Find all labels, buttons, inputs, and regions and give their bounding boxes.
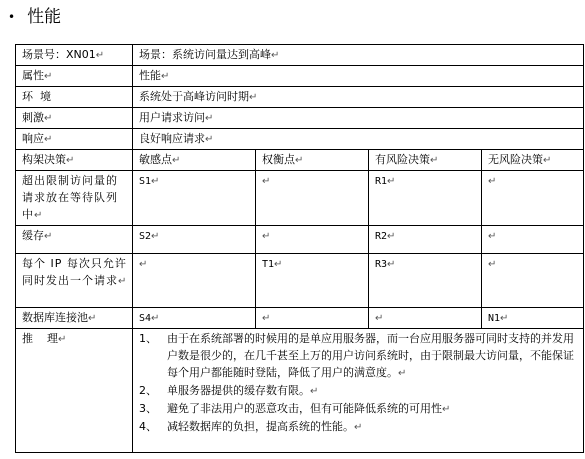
decision-sensitive (133, 254, 256, 308)
row-label: 响应↵ (16, 129, 133, 150)
reasoning-label: 推 理↵ (16, 329, 133, 453)
decision-name: 每个 IP 每次只允许同时发出一个请求↵ (16, 254, 133, 308)
decision-norisk (482, 171, 584, 226)
decision-sensitive: S2↵ (133, 226, 256, 254)
paragraph-mark-icon: ↵ (488, 176, 497, 187)
table-row (16, 226, 584, 254)
decision-tradeoff (256, 171, 369, 226)
scenario-table (15, 44, 584, 453)
paragraph-mark-icon: ↵ (161, 71, 170, 82)
list-item: 3、 避免了非法用户的恶意攻击，但有可能降低系统的可用性↵ (139, 402, 451, 415)
reasoning-list (139, 330, 575, 436)
paragraph-mark-icon: ↵ (398, 368, 407, 379)
decision-sensitive: S4↵ (133, 308, 256, 329)
section-heading (8, 6, 61, 28)
row-value: 系统处于高峰访问时期↵ (133, 87, 584, 108)
table-row (16, 66, 584, 87)
table-row (16, 171, 584, 226)
decision-name: 缓存↵ (16, 226, 133, 254)
list-item: 1、 由于在系统部署的时候用的是单应用服务器，而一台应用服务器可同时支持的并发用户数是很少的，在几千甚至上万的用户访问系统时，由于限制最大访问量，不能保证每个用户都能随时登陆，降低了用户的满意度。↵ (139, 332, 574, 379)
paragraph-mark-icon: ↵ (34, 210, 44, 221)
row-value: 用户请求访问↵ (133, 108, 584, 129)
table-row (16, 87, 584, 108)
paragraph-mark-icon: ↵ (139, 259, 148, 270)
paragraph-mark-icon: ↵ (488, 231, 497, 242)
decision-risk: R2↵ (369, 226, 482, 254)
decision-sensitive: S1↵ (133, 171, 256, 226)
column-header: 无风险决策↵ (482, 150, 584, 171)
scenario-desc: 场景：系统访问量达到高峰↵ (133, 45, 584, 66)
row-label: 刺激↵ (16, 108, 133, 129)
paragraph-mark-icon: ↵ (44, 71, 53, 82)
reasoning-content (133, 329, 584, 453)
decision-tradeoff (256, 226, 369, 254)
section-title: 性能 (27, 7, 62, 27)
paragraph-mark-icon: ↵ (274, 259, 283, 270)
decision-risk: R1↵ (369, 171, 482, 226)
paragraph-mark-icon: ↵ (151, 231, 160, 242)
row-value: 性能↵ (133, 66, 584, 87)
paragraph-mark-icon: ↵ (488, 259, 497, 270)
scenario-row (16, 45, 584, 66)
row-value: 良好响应请求↵ (133, 129, 584, 150)
decision-norisk: N1↵ (482, 308, 584, 329)
paragraph-mark-icon: ↵ (262, 176, 271, 187)
paragraph-mark-icon: ↵ (151, 176, 160, 187)
paragraph-mark-icon: ↵ (58, 334, 67, 345)
paragraph-mark-icon: ↵ (271, 50, 280, 61)
paragraph-mark-icon: ↵ (500, 313, 509, 324)
paragraph-mark-icon: ↵ (430, 155, 439, 166)
reasoning-row (16, 329, 584, 453)
table-row (16, 108, 584, 129)
paragraph-mark-icon: ↵ (375, 313, 384, 324)
column-header: 敏感点↵ (133, 150, 256, 171)
decision-risk (369, 308, 482, 329)
paragraph-mark-icon: ↵ (262, 313, 271, 324)
column-header: 有风险决策↵ (369, 150, 482, 171)
paragraph-mark-icon: ↵ (151, 313, 160, 324)
paragraph-mark-icon: ↵ (262, 231, 271, 242)
paragraph-mark-icon: ↵ (249, 92, 258, 103)
decision-name: 超出限制访问量的请求放在等待队列中↵ (16, 171, 133, 226)
column-header: 构架决策↵ (16, 150, 133, 171)
paragraph-mark-icon: ↵ (543, 155, 552, 166)
decision-risk: R3↵ (369, 254, 482, 308)
paragraph-mark-icon: ↵ (172, 155, 181, 166)
paragraph-mark-icon: ↵ (310, 386, 319, 397)
paragraph-mark-icon: ↵ (354, 422, 363, 433)
column-header: 权衡点↵ (256, 150, 369, 171)
paragraph-mark-icon: ↵ (118, 276, 128, 287)
decision-tradeoff (256, 308, 369, 329)
paragraph-mark-icon: ↵ (387, 231, 396, 242)
list-item: 4、 减轻数据库的负担，提高系统的性能。↵ (139, 420, 363, 433)
table-row (16, 254, 584, 308)
decision-norisk (482, 226, 584, 254)
table-row (16, 308, 584, 329)
scenario-id: 场景号：XN01↵ (16, 45, 133, 66)
decision-name: 数据库连接池↵ (16, 308, 133, 329)
bullet-icon: • (8, 10, 16, 24)
decision-norisk (482, 254, 584, 308)
paragraph-mark-icon: ↵ (205, 134, 214, 145)
paragraph-mark-icon: ↵ (88, 313, 97, 324)
table-row (16, 129, 584, 150)
paragraph-mark-icon: ↵ (205, 113, 214, 124)
list-item: 2、 单服务器提供的缓存数有限。↵ (139, 384, 319, 397)
row-label: 环 境 (16, 87, 133, 108)
decision-header-row (16, 150, 584, 171)
paragraph-mark-icon: ↵ (387, 259, 396, 270)
paragraph-mark-icon: ↵ (44, 113, 53, 124)
row-label: 属性↵ (16, 66, 133, 87)
paragraph-mark-icon: ↵ (44, 231, 53, 242)
paragraph-mark-icon: ↵ (95, 50, 105, 61)
paragraph-mark-icon: ↵ (66, 155, 75, 166)
paragraph-mark-icon: ↵ (442, 404, 451, 415)
paragraph-mark-icon: ↵ (44, 134, 53, 145)
paragraph-mark-icon: ↵ (295, 155, 304, 166)
decision-tradeoff: T1↵ (256, 254, 369, 308)
paragraph-mark-icon: ↵ (387, 176, 396, 187)
